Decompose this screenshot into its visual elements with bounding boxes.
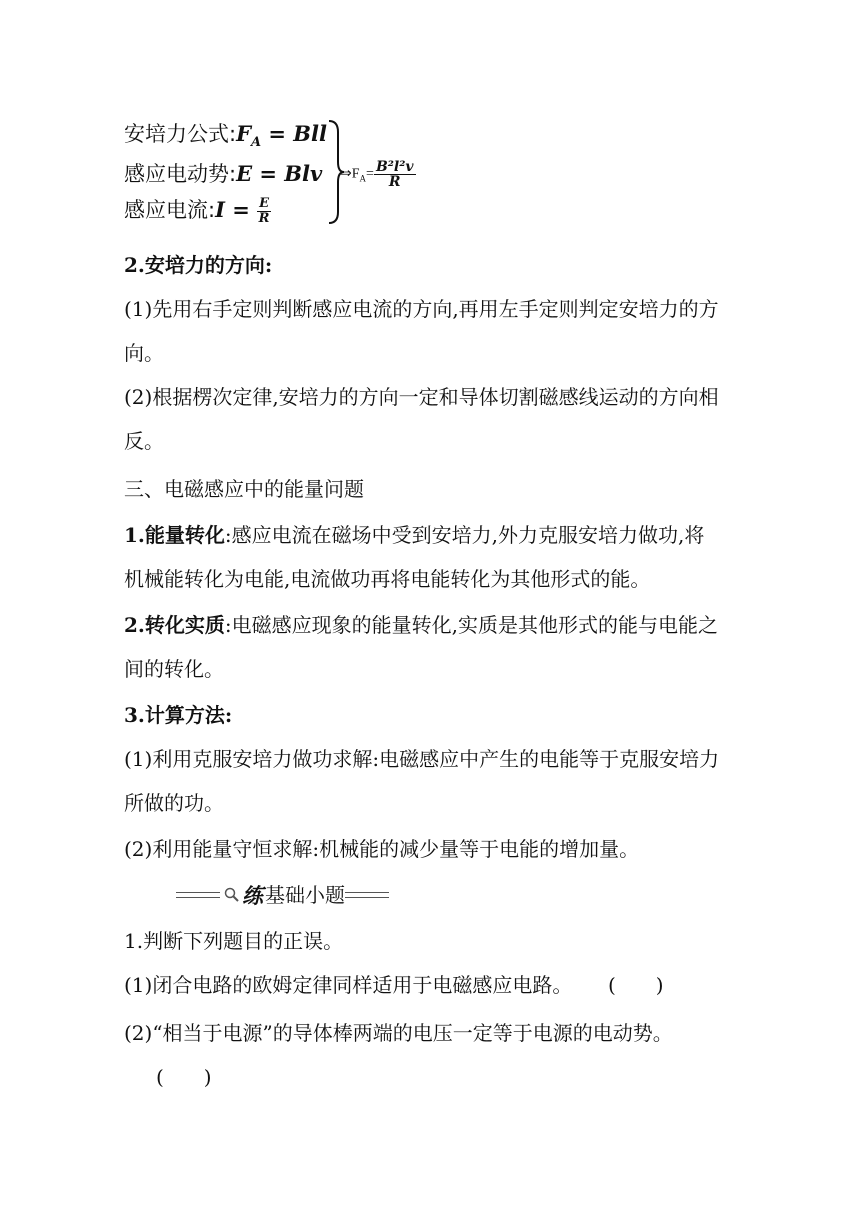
paragraph-line: 机械能转化为电能,电流做功再将电能转化为其他形式的能。: [124, 567, 651, 591]
formula-symbol: F: [236, 121, 251, 146]
formula-subscript: A: [251, 135, 262, 151]
result-equals: =: [366, 166, 374, 182]
formula-ampere-force: [124, 118, 327, 150]
ampere-force-result: [340, 160, 416, 189]
item-label: 1.能量转化: [124, 523, 225, 547]
formula-expression: = Bll: [261, 121, 328, 146]
item-text: :感应电流在磁场中受到安培力,外力克服安培力做功,将: [224, 523, 705, 547]
conversion-essence-line: [124, 612, 718, 638]
practice-title: 基础小题: [265, 883, 345, 907]
magnifier-icon: [224, 887, 240, 903]
paragraph-line: 向。: [124, 341, 164, 365]
formula-expression: I =: [215, 197, 258, 222]
formula-emf: [124, 158, 322, 188]
practice-icon-char: 练: [242, 883, 263, 908]
paragraph-line: (2)根据楞次定律,安培力的方向一定和导体切割磁感线运动的方向相: [124, 385, 719, 409]
formula-label: 感应电流:: [124, 198, 216, 222]
formula-current: [124, 194, 271, 226]
item-label: 2.转化实质: [124, 613, 225, 637]
paragraph-line: 所做的功。: [124, 791, 224, 815]
result-subscript: A: [359, 173, 367, 184]
practice-banner: [176, 880, 389, 910]
formula-label: 安培力公式:: [124, 122, 237, 146]
exercise-statement-2: (2)“相当于电源”的导体棒两端的电压一定等于电源的电动势。: [124, 1021, 673, 1045]
paragraph-line: (1)利用克服安培力做功求解:电磁感应中产生的电能等于克服安培力: [124, 747, 720, 771]
fraction-numerator: E: [259, 195, 270, 211]
double-line-divider: [176, 892, 220, 898]
fraction-e-over-r: [257, 197, 271, 226]
fraction-denominator: R: [258, 210, 270, 226]
answer-paren[interactable]: ( ): [608, 973, 664, 997]
exercise-question: 1.判断下列题目的正误。: [124, 929, 344, 953]
result-prefix: ⇒F: [340, 166, 360, 182]
fraction-result: [374, 160, 416, 189]
formula-expression: E = Blv: [236, 161, 323, 186]
paragraph-line: (1)先用右手定则判断感应电流的方向,再用左手定则判定安培力的方: [124, 297, 719, 321]
paragraph-line: (2)利用能量守恒求解:机械能的减少量等于电能的增加量。: [124, 837, 640, 861]
section-heading-direction: 2.安培力的方向:: [124, 253, 273, 277]
item-text: :电磁感应现象的能量转化,实质是其他形式的能与电能之: [224, 613, 718, 637]
paragraph-line: 间的转化。: [124, 657, 224, 681]
double-line-divider: [345, 892, 389, 898]
energy-conversion-line: [124, 522, 704, 548]
calc-method-heading: 3.计算方法:: [124, 703, 233, 727]
section-title-energy: 三、电磁感应中的能量问题: [124, 477, 364, 501]
exercise-statement-1: (1)闭合电路的欧姆定律同样适用于电磁感应电路。: [124, 973, 573, 997]
fraction-numerator: B²l²v: [375, 159, 414, 175]
fraction-denominator: R: [388, 174, 401, 190]
formula-label: 感应电动势:: [124, 162, 237, 186]
paragraph-line: 反。: [124, 429, 164, 453]
answer-paren[interactable]: ( ): [156, 1065, 212, 1089]
